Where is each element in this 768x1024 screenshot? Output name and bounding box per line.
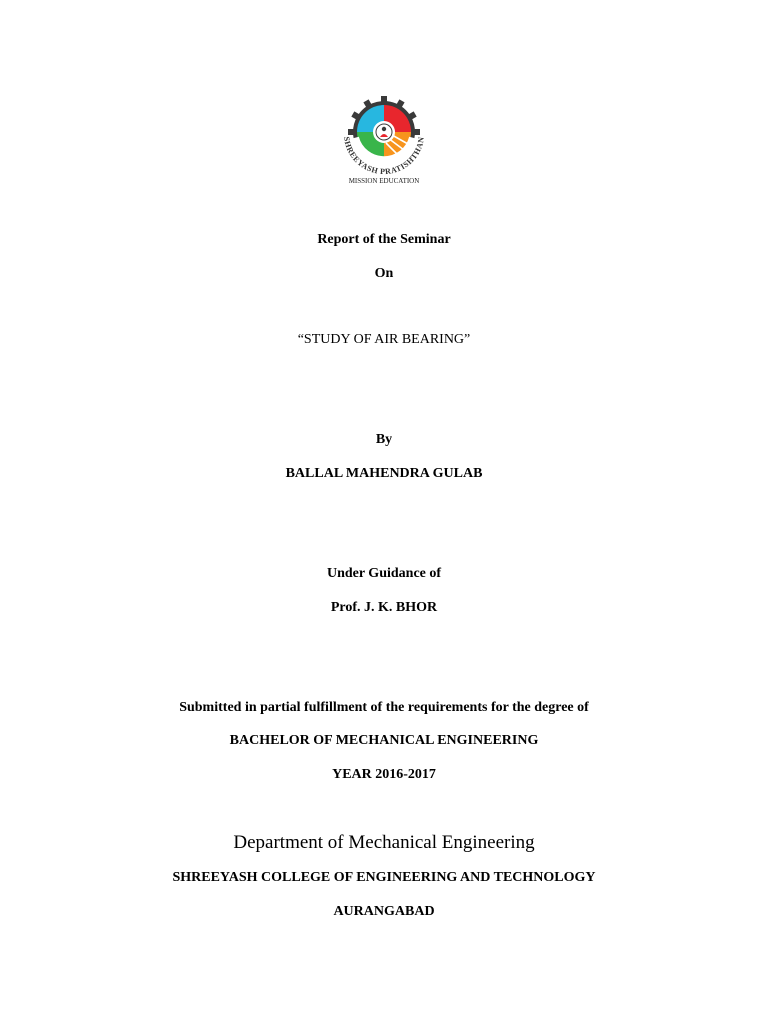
college-name: SHREEYASH COLLEGE OF ENGINEERING AND TECHNOLOGY	[172, 870, 596, 885]
degree-name: BACHELOR OF MECHANICAL ENGINEERING	[229, 733, 539, 748]
guidance-label: Under Guidance of	[326, 566, 442, 581]
on-label: On	[374, 266, 394, 281]
report-of-label: Report of the Seminar	[317, 232, 451, 247]
submission-statement: Submitted in partial fulfillment of the requirements for the degree of	[179, 700, 589, 715]
author-name: BALLAL MAHENDRA GULAB	[285, 466, 483, 481]
logo-tagline: MISSION EDUCATION	[348, 177, 420, 185]
seminar-title: “STUDY OF AIR BEARING”	[297, 332, 471, 347]
institute-logo	[322, 96, 446, 188]
logo-ring-text: SHREEYASH PRATISHTHAN	[342, 135, 426, 177]
city-name: AURANGABAD	[333, 904, 435, 919]
department-name: Department of Mechanical Engineering	[233, 832, 535, 853]
guide-name: Prof. J. K. BHOR	[330, 600, 438, 615]
academic-year: YEAR 2016-2017	[332, 767, 436, 782]
shreeyash-logo-icon	[322, 96, 446, 188]
by-label: By	[375, 432, 393, 447]
